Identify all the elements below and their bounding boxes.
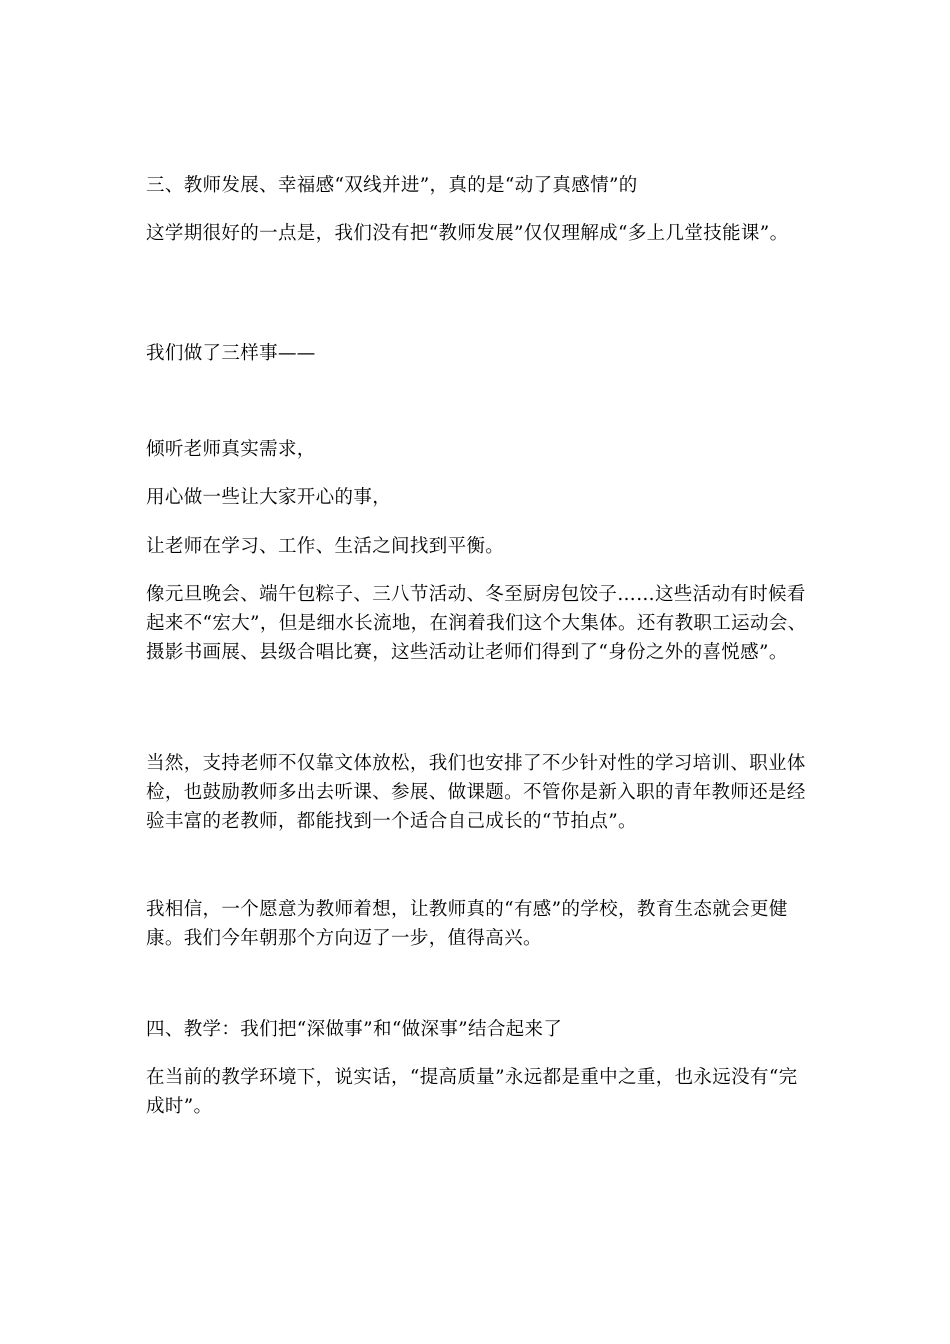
- list-item-balance: 让老师在学习、工作、生活之间找到平衡。: [146, 536, 505, 557]
- section-heading-teaching: 四、教学：我们把“深做事”和“做深事”结合起来了: [146, 1019, 563, 1040]
- paragraph-three-things: 我们做了三样事——: [146, 343, 316, 364]
- paragraph-belief: 我相信，一个愿意为教师着想，让教师真的“有感”的学校，教育生态就会更健康。我们今年朝那个方向迈了一步，值得高兴。: [146, 899, 788, 949]
- section-heading-teacher-development: 三、教师发展、幸福感“双线并进”，真的是“动了真感情”的: [146, 175, 638, 196]
- paragraph-teaching-quality: 在当前的教学环境下，说实话，“提高质量”永远都是重中之重，也永远没有“完成时”。: [146, 1067, 798, 1117]
- paragraph-training-support: 当然，支持老师不仅靠文体放松，我们也安排了不少针对性的学习培训、职业体检，也鼓励教师多出去听课、参展、做课题。不管你是新入职的青年教师还是经验丰富的老教师，都能找到一个适合自己成长的“节拍点”。: [146, 753, 806, 832]
- list-item-listen: 倾听老师真实需求，: [146, 439, 316, 460]
- list-item-happy-things: 用心做一些让大家开心的事，: [146, 487, 392, 508]
- paragraph-activities: 像元旦晚会、端午包粽子、三八节活动、冬至厨房包饺子……这些活动有时候看起来不“宏大”，但是细水长流地，在润着我们这个大集体。还有教职工运动会、摄影书画展、县级合唱比赛，这些活动让老师们得到了“身份之外的喜悦感”。: [146, 584, 807, 663]
- paragraph-teacher-development-intro: 这学期很好的一点是，我们没有把“教师发展”仅仅理解成“多上几堂技能课”。: [146, 223, 789, 244]
